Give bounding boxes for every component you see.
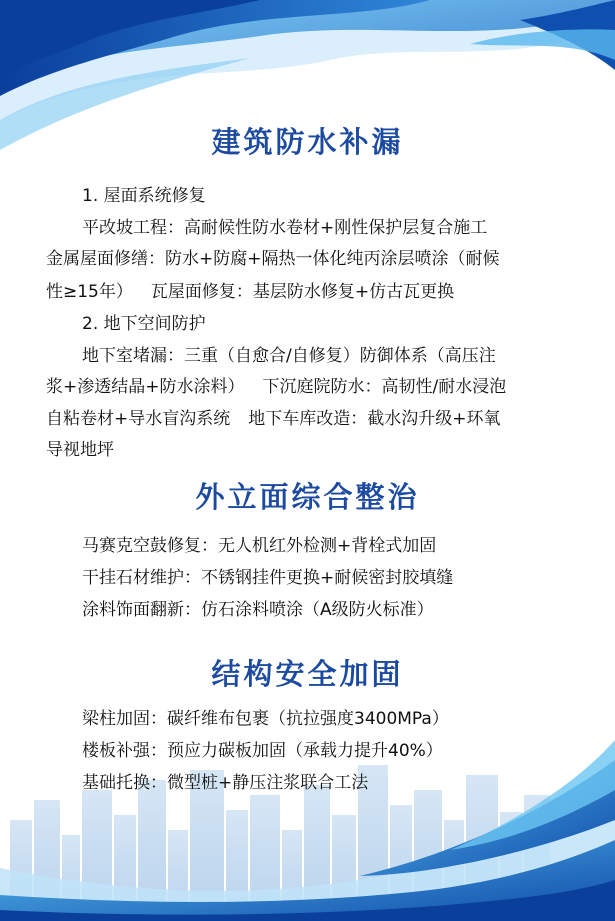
- list-item: [46, 276, 586, 308]
- section-heading-facade: 外立面综合整治: [195, 480, 420, 514]
- list-item-part: 瓦屋面修复：基层防水修复+仿古瓦更换: [150, 282, 455, 302]
- list-item-part: 地下车库改造：截水沟升级+环氧: [248, 409, 501, 429]
- list-item: 干挂石材维护：不锈钢挂件更换+耐候密封胶填缝: [82, 568, 454, 588]
- list-item-part: 下沉庭院防水：高韧性/耐水浸泡: [262, 377, 507, 397]
- section-heading-waterproofing: 建筑防水补漏: [211, 125, 404, 159]
- list-item-part: 性≥15年）: [46, 282, 133, 302]
- section-heading-structure: 结构安全加固: [211, 657, 404, 691]
- list-item: 平改坡工程：高耐候性防水卷材+刚性保护层复合施工: [82, 218, 488, 238]
- list-item: 基础托换：微型桩+静压注浆联合工法: [82, 773, 369, 793]
- list-item-part: 浆+渗透结晶+防水涂料）: [46, 377, 245, 397]
- list-item: 金属屋面修缮：防水+防腐+隔热一体化纯丙涂层喷涂（耐候: [46, 249, 500, 269]
- list-item-part: 自粘卷材+导水盲沟系统: [46, 409, 231, 429]
- list-item: 梁柱加固：碳纤维布包裹（抗拉强度3400MPa）: [82, 709, 449, 729]
- subheading-underground: 2. 地下空间防护: [82, 314, 206, 334]
- list-item: [46, 403, 586, 435]
- list-item: 地下室堵漏：三重（自愈合/自修复）防御体系（高压注: [82, 346, 496, 366]
- subheading-roof: 1. 屋面系统修复: [82, 186, 206, 206]
- list-item: 涂料饰面翻新：仿石涂料喷涂（A级防火标准）: [82, 600, 434, 620]
- list-item: 导视地坪: [46, 440, 114, 460]
- list-item: 马赛克空鼓修复：无人机红外检测+背栓式加固: [82, 536, 437, 556]
- list-item: 楼板补强：预应力碳板加固（承载力提升40%）: [82, 741, 443, 761]
- list-item: [46, 371, 586, 403]
